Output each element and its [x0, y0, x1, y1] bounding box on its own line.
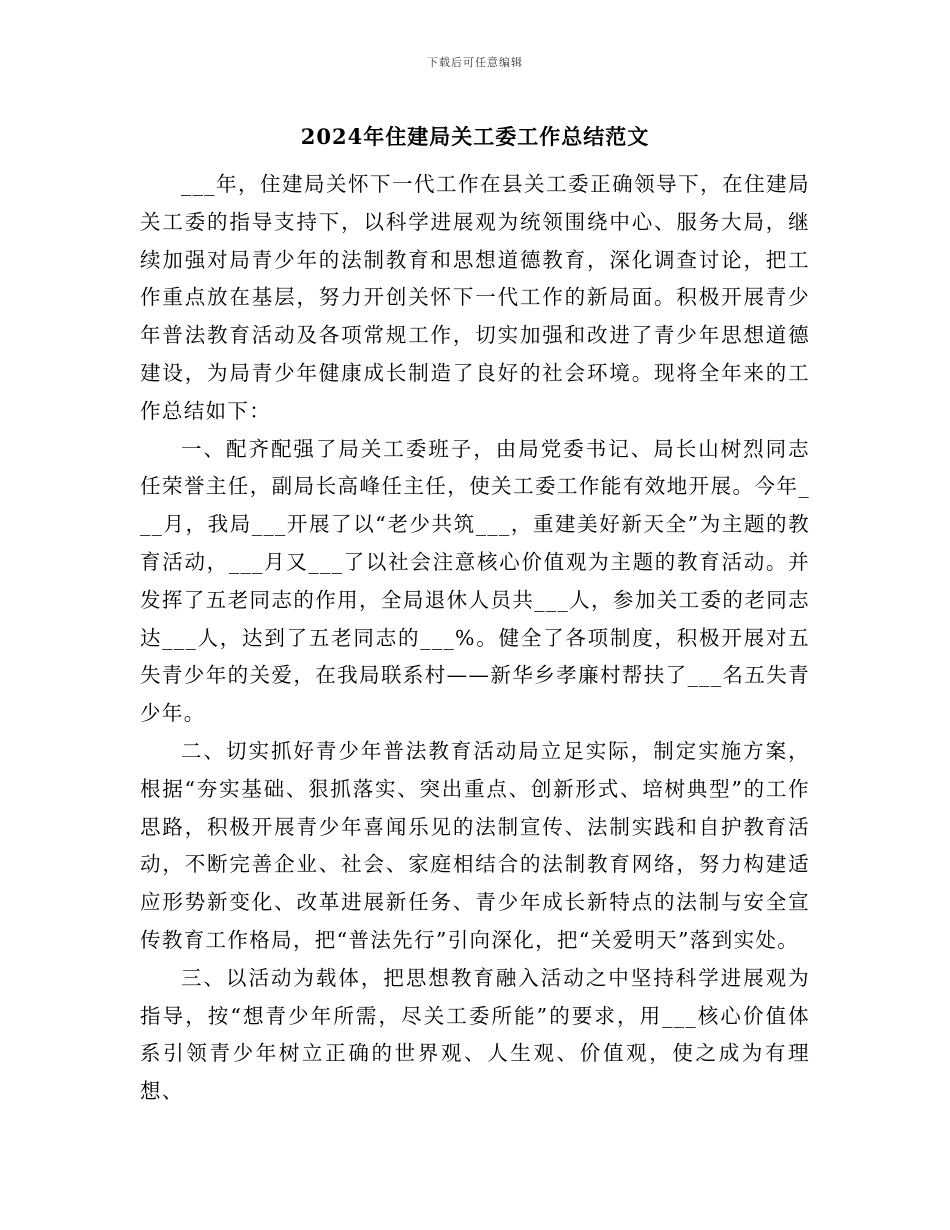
document-body: [140, 166, 810, 1111]
paragraph-section-2: 二、切实抓好青少年普法教育活动局立足实际，制定实施方案，根据“夯实基础、狠抓落实、突出重点、创新形式、培树典型”的工作思路，积极开展青少年喜闻乐见的法制宣传、法制实践和自护教育活动，不断完善企业、社会、家庭相结合的法制教育网络，努力构建适应形势新变化、改革进展新任务、青少年成长新特点的法制与安全宣传教育工作格局，把“普法先行”引向深化，把“关爱明天”落到实处。: [140, 738, 810, 952]
paragraph-section-3: 三、以活动为载体，把思想教育融入活动之中坚持科学进展观为指导，按“想青少年所需，尽关工委所能”的要求，用___核心价值体系引领青少年树立正确的世界观、人生观、价值观，使之成为有理想、: [140, 965, 810, 1104]
document-title: 2024年住建局关工委工作总结范文: [300, 124, 650, 149]
paragraph-intro: ___年，住建局关怀下一代工作在县关工委正确领导下，在住建局关工委的指导支持下，以科学进展观为统领围绕中心、服务大局，继续加强对局青少年的法制教育和思想道德教育，深化调查讨论，把工作重点放在基层，努力开创关怀下一代工作的新局面。积极开展青少年普法教育活动及各项常规工作，切实加强和改进了青少年思想道德建设，为局青少年健康成长制造了良好的社会环境。现将全年来的工作总结如下：: [140, 172, 810, 423]
header-note: 下载后可任意编辑: [427, 56, 523, 69]
paragraph-section-1: 一、配齐配强了局关工委班子，由局党委书记、局长山树烈同志任荣誉主任，副局长高峰任主任，使关工委工作能有效地开展。今年___月，我局___开展了以“老少共筑___，重建美好新天全”为主题的教育活动，___月又___了以社会注意核心价值观为主题的教育活动。并发挥了五老同志的作用，全局退休人员共___人，参加关工委的老同志达___人，达到了五老同志的___%。健全了各项制度，积极开展对五失青少年的关爱，在我局联系村——新华乡孝廉村帮扶了___名五失青少年。: [140, 436, 810, 726]
